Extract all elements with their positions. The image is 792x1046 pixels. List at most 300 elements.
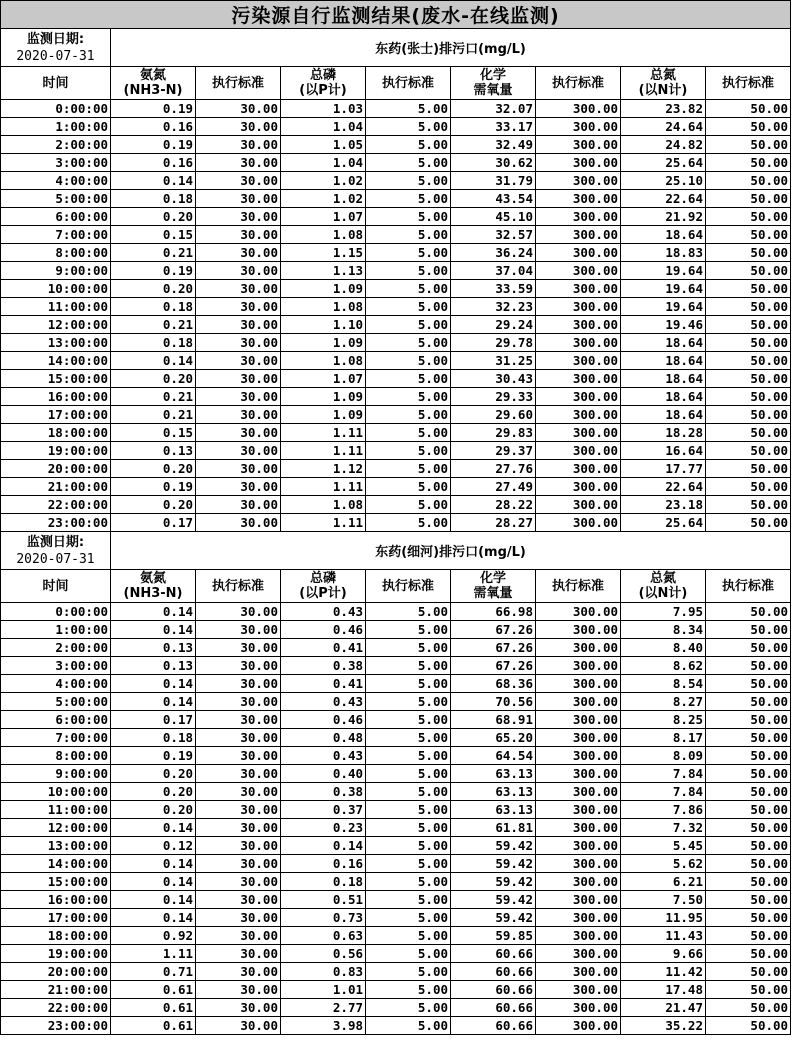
- column-header: [366, 570, 451, 603]
- table-cell: 5.00: [366, 334, 451, 352]
- table-cell: 50.00: [706, 460, 791, 478]
- table-cell: 50.00: [706, 1017, 791, 1035]
- table-cell: 300.00: [536, 729, 621, 747]
- table-cell: 17:00:00: [1, 406, 111, 424]
- table-cell: 22:00:00: [1, 496, 111, 514]
- table-cell: 63.13: [451, 801, 536, 819]
- table-cell: 30.00: [196, 837, 281, 855]
- table-cell: 1.10: [281, 316, 366, 334]
- table-cell: 1.08: [281, 298, 366, 316]
- table-row: [1, 891, 791, 909]
- table-cell: 0.73: [281, 909, 366, 927]
- table-row: [1, 999, 791, 1017]
- table-cell: 0.14: [111, 693, 196, 711]
- table-cell: 8.62: [621, 657, 706, 675]
- table-row: [1, 729, 791, 747]
- table-cell: 50.00: [706, 657, 791, 675]
- table-cell: 0.13: [111, 442, 196, 460]
- table-cell: 30.00: [196, 100, 281, 118]
- table-cell: 29.83: [451, 424, 536, 442]
- table-cell: 60.66: [451, 981, 536, 999]
- table-cell: 0.20: [111, 370, 196, 388]
- table-cell: 1.09: [281, 334, 366, 352]
- table-cell: 300.00: [536, 621, 621, 639]
- table-cell: 300.00: [536, 388, 621, 406]
- table-row: [1, 136, 791, 154]
- table-cell: 50.00: [706, 927, 791, 945]
- table-cell: 300.00: [536, 154, 621, 172]
- table-row: [1, 873, 791, 891]
- table-cell: 11:00:00: [1, 298, 111, 316]
- table-cell: 5.00: [366, 352, 451, 370]
- table-cell: 8.54: [621, 675, 706, 693]
- table-cell: 43.54: [451, 190, 536, 208]
- table-cell: 1.11: [281, 424, 366, 442]
- table-cell: 5.00: [366, 729, 451, 747]
- table-cell: 8.17: [621, 729, 706, 747]
- table-cell: 35.22: [621, 1017, 706, 1035]
- table-cell: 0.46: [281, 621, 366, 639]
- table-cell: 0.19: [111, 136, 196, 154]
- table-cell: 22.64: [621, 190, 706, 208]
- table-cell: 5.00: [366, 999, 451, 1017]
- table-cell: 19.46: [621, 316, 706, 334]
- table-cell: 36.24: [451, 244, 536, 262]
- table-cell: 5.00: [366, 388, 451, 406]
- table-cell: 30.00: [196, 154, 281, 172]
- table-cell: 300.00: [536, 765, 621, 783]
- table-row: [1, 406, 791, 424]
- table-cell: 1.08: [281, 226, 366, 244]
- table-cell: 5.00: [366, 460, 451, 478]
- table-cell: 50.00: [706, 855, 791, 873]
- table-cell: 5.00: [366, 514, 451, 532]
- date-label: 监测日期:: [26, 534, 85, 550]
- table-cell: 50.00: [706, 891, 791, 909]
- table-cell: 50.00: [706, 711, 791, 729]
- outlet-name: 东药(张士)排污口(mg/L): [111, 29, 791, 67]
- table-cell: 5.00: [366, 639, 451, 657]
- table-cell: 0.18: [111, 729, 196, 747]
- table-cell: 30.00: [196, 136, 281, 154]
- table-cell: 300.00: [536, 298, 621, 316]
- table-cell: 300.00: [536, 496, 621, 514]
- table-cell: 63.13: [451, 783, 536, 801]
- table-cell: 18.64: [621, 352, 706, 370]
- table-cell: 23:00:00: [1, 1017, 111, 1035]
- table-cell: 5:00:00: [1, 693, 111, 711]
- table-cell: 70.56: [451, 693, 536, 711]
- table-cell: 0.56: [281, 945, 366, 963]
- table-cell: 50.00: [706, 963, 791, 981]
- table-row: [1, 693, 791, 711]
- table-cell: 300.00: [536, 639, 621, 657]
- table-cell: 14:00:00: [1, 855, 111, 873]
- table-cell: 5.00: [366, 873, 451, 891]
- table-cell: 5.00: [366, 981, 451, 999]
- table-cell: 300.00: [536, 262, 621, 280]
- table-cell: 3.98: [281, 1017, 366, 1035]
- table-cell: 30.00: [196, 729, 281, 747]
- column-header: [706, 67, 791, 100]
- table-cell: 2.77: [281, 999, 366, 1017]
- table-cell: 1.12: [281, 460, 366, 478]
- table-cell: 50.00: [706, 945, 791, 963]
- table-cell: 32.23: [451, 298, 536, 316]
- table-cell: 50.00: [706, 424, 791, 442]
- table-cell: 5.00: [366, 819, 451, 837]
- table-cell: 1.09: [281, 280, 366, 298]
- table-cell: 13:00:00: [1, 837, 111, 855]
- table-cell: 7.84: [621, 765, 706, 783]
- table-cell: 1.11: [281, 442, 366, 460]
- table-cell: 300.00: [536, 172, 621, 190]
- table-cell: 60.66: [451, 999, 536, 1017]
- table-cell: 5.00: [366, 711, 451, 729]
- table-cell: 30.00: [196, 496, 281, 514]
- table-cell: 5.00: [366, 298, 451, 316]
- table-cell: 0:00:00: [1, 603, 111, 621]
- column-header-text: 执行标准: [722, 75, 775, 91]
- table-cell: 0.20: [111, 783, 196, 801]
- table-row: [1, 460, 791, 478]
- table-row: [1, 945, 791, 963]
- table-cell: 50.00: [706, 100, 791, 118]
- table-cell: 60.66: [451, 945, 536, 963]
- table-row: [1, 208, 791, 226]
- table-cell: 30.00: [196, 280, 281, 298]
- table-cell: 0.20: [111, 801, 196, 819]
- table-cell: 0.14: [111, 819, 196, 837]
- table-cell: 5.00: [366, 316, 451, 334]
- table-cell: 5.00: [366, 693, 451, 711]
- table-cell: 7.86: [621, 801, 706, 819]
- table-cell: 11:00:00: [1, 801, 111, 819]
- table-cell: 50.00: [706, 909, 791, 927]
- table-row: [1, 172, 791, 190]
- table-cell: 24.82: [621, 136, 706, 154]
- table-cell: 59.85: [451, 927, 536, 945]
- table-cell: 50.00: [706, 352, 791, 370]
- table-cell: 0.21: [111, 244, 196, 262]
- table-cell: 0.19: [111, 747, 196, 765]
- table-cell: 30.00: [196, 298, 281, 316]
- table-cell: 32.07: [451, 100, 536, 118]
- table-cell: 300.00: [536, 352, 621, 370]
- table-cell: 15:00:00: [1, 370, 111, 388]
- table-row: [1, 639, 791, 657]
- table-cell: 18.28: [621, 424, 706, 442]
- table-cell: 50.00: [706, 280, 791, 298]
- table-cell: 14:00:00: [1, 352, 111, 370]
- table-cell: 50.00: [706, 873, 791, 891]
- table-cell: 5.00: [366, 154, 451, 172]
- table-cell: 18:00:00: [1, 424, 111, 442]
- table-cell: 50.00: [706, 603, 791, 621]
- table-cell: 1.11: [111, 945, 196, 963]
- table-cell: 5.00: [366, 621, 451, 639]
- table-cell: 5.00: [366, 100, 451, 118]
- table-cell: 0.63: [281, 927, 366, 945]
- table-cell: 8.34: [621, 621, 706, 639]
- table-cell: 30.00: [196, 334, 281, 352]
- table-cell: 50.00: [706, 514, 791, 532]
- table-cell: 7:00:00: [1, 226, 111, 244]
- table-cell: 30.00: [196, 244, 281, 262]
- table-cell: 5.00: [366, 262, 451, 280]
- table-cell: 8.25: [621, 711, 706, 729]
- table-cell: 63.13: [451, 765, 536, 783]
- column-header-text: 总氮: [649, 68, 676, 83]
- table-cell: 68.91: [451, 711, 536, 729]
- table-cell: 0.19: [111, 100, 196, 118]
- table-cell: 0.14: [111, 873, 196, 891]
- table-cell: 1.09: [281, 388, 366, 406]
- table-row: [1, 190, 791, 208]
- table-cell: 50.00: [706, 154, 791, 172]
- table-cell: 300.00: [536, 909, 621, 927]
- page-title: 污染源自行监测结果(废水-在线监测): [1, 1, 791, 29]
- table-cell: 28.27: [451, 514, 536, 532]
- table-cell: 0.12: [111, 837, 196, 855]
- table-cell: 10:00:00: [1, 783, 111, 801]
- table-cell: 300.00: [536, 424, 621, 442]
- table-row: [1, 1017, 791, 1035]
- table-cell: 7.50: [621, 891, 706, 909]
- column-header: [281, 67, 366, 100]
- table-cell: 300.00: [536, 316, 621, 334]
- table-cell: 5.00: [366, 208, 451, 226]
- table-cell: 300.00: [536, 657, 621, 675]
- table-cell: 0.37: [281, 801, 366, 819]
- column-header-text: 需氧量: [473, 586, 513, 601]
- table-cell: 50.00: [706, 783, 791, 801]
- table-cell: 1.02: [281, 190, 366, 208]
- table-cell: 50.00: [706, 226, 791, 244]
- table-cell: 21.47: [621, 999, 706, 1017]
- table-cell: 5:00:00: [1, 190, 111, 208]
- table-cell: 5.00: [366, 244, 451, 262]
- table-cell: 23.82: [621, 100, 706, 118]
- column-header: [111, 570, 196, 603]
- table-cell: 0.19: [111, 478, 196, 496]
- table-cell: 1.08: [281, 496, 366, 514]
- table-cell: 18.83: [621, 244, 706, 262]
- table-cell: 29.24: [451, 316, 536, 334]
- table-cell: 24.64: [621, 118, 706, 136]
- table-cell: 1.04: [281, 154, 366, 172]
- table-cell: 21:00:00: [1, 981, 111, 999]
- table-row: [1, 370, 791, 388]
- table-cell: 50.00: [706, 406, 791, 424]
- table-cell: 300.00: [536, 208, 621, 226]
- table-cell: 1.11: [281, 514, 366, 532]
- column-header: [281, 570, 366, 603]
- section-header-row: [1, 29, 791, 67]
- table-cell: 5.00: [366, 280, 451, 298]
- table-cell: 0.21: [111, 388, 196, 406]
- table-cell: 31.79: [451, 172, 536, 190]
- table-row: [1, 621, 791, 639]
- table-cell: 0.17: [111, 711, 196, 729]
- table-cell: 1.11: [281, 478, 366, 496]
- column-header-text: 化学: [479, 68, 506, 83]
- table-cell: 0.18: [281, 873, 366, 891]
- table-cell: 0.38: [281, 783, 366, 801]
- table-cell: 30.00: [196, 603, 281, 621]
- table-cell: 0.20: [111, 208, 196, 226]
- table-cell: 5.00: [366, 136, 451, 154]
- column-header-text: 执行标准: [211, 75, 264, 91]
- table-cell: 5.00: [366, 891, 451, 909]
- table-cell: 5.00: [366, 424, 451, 442]
- table-row: [1, 118, 791, 136]
- table-cell: 30.00: [196, 262, 281, 280]
- table-cell: 5.00: [366, 406, 451, 424]
- table-cell: 11.42: [621, 963, 706, 981]
- column-header-text: 总磷: [309, 571, 336, 586]
- outlet-name: 东药(细河)排污口(mg/L): [111, 532, 791, 570]
- table-cell: 30.00: [196, 226, 281, 244]
- table-cell: 27.49: [451, 478, 536, 496]
- table-row: [1, 819, 791, 837]
- table-cell: 30.00: [196, 442, 281, 460]
- table-cell: 11.95: [621, 909, 706, 927]
- table-cell: 50.00: [706, 621, 791, 639]
- table-cell: 60.66: [451, 1017, 536, 1035]
- table-cell: 5.00: [366, 478, 451, 496]
- table-cell: 50.00: [706, 496, 791, 514]
- table-row: [1, 244, 791, 262]
- table-cell: 50.00: [706, 190, 791, 208]
- table-cell: 5.00: [366, 855, 451, 873]
- column-header-text: (以P计): [299, 586, 347, 601]
- table-cell: 50.00: [706, 262, 791, 280]
- table-cell: 23.18: [621, 496, 706, 514]
- table-cell: 30.00: [196, 891, 281, 909]
- table-cell: 30.00: [196, 388, 281, 406]
- column-header-text: 化学: [479, 571, 506, 586]
- table-cell: 0.38: [281, 657, 366, 675]
- column-header-text: (以N计): [638, 83, 688, 98]
- table-cell: 300.00: [536, 693, 621, 711]
- table-row: [1, 927, 791, 945]
- table-cell: 300.00: [536, 963, 621, 981]
- table-cell: 68.36: [451, 675, 536, 693]
- table-cell: 5.00: [366, 801, 451, 819]
- table-cell: 5.00: [366, 226, 451, 244]
- table-cell: 2:00:00: [1, 639, 111, 657]
- table-cell: 0.18: [111, 298, 196, 316]
- table-cell: 300.00: [536, 855, 621, 873]
- column-header-text: (NH3-N): [123, 586, 183, 601]
- date-value: 2020-07-31: [16, 48, 95, 64]
- table-cell: 17:00:00: [1, 909, 111, 927]
- table-cell: 5.00: [366, 747, 451, 765]
- table-cell: 20:00:00: [1, 460, 111, 478]
- table-cell: 1.04: [281, 118, 366, 136]
- table-cell: 300.00: [536, 927, 621, 945]
- table-cell: 19:00:00: [1, 945, 111, 963]
- column-header-text: (以N计): [638, 586, 688, 601]
- table-cell: 50.00: [706, 819, 791, 837]
- table-cell: 9:00:00: [1, 765, 111, 783]
- table-cell: 5.62: [621, 855, 706, 873]
- table-cell: 8.40: [621, 639, 706, 657]
- table-cell: 300.00: [536, 819, 621, 837]
- table-cell: 11.43: [621, 927, 706, 945]
- table-cell: 32.49: [451, 136, 536, 154]
- table-cell: 1.08: [281, 352, 366, 370]
- table-cell: 30.00: [196, 172, 281, 190]
- table-cell: 0.14: [111, 855, 196, 873]
- table-cell: 30.00: [196, 747, 281, 765]
- table-cell: 300.00: [536, 873, 621, 891]
- table-cell: 5.00: [366, 927, 451, 945]
- table-cell: 33.59: [451, 280, 536, 298]
- table-cell: 0.14: [111, 603, 196, 621]
- table-row: [1, 298, 791, 316]
- table-cell: 27.76: [451, 460, 536, 478]
- table-cell: 50.00: [706, 478, 791, 496]
- column-header-text: 总氮: [649, 571, 676, 586]
- monitoring-date-cell: [1, 29, 111, 67]
- column-header: [536, 570, 621, 603]
- column-header-text: 氨氮: [139, 68, 166, 83]
- table-cell: 50.00: [706, 316, 791, 334]
- table-cell: 300.00: [536, 747, 621, 765]
- column-header: [621, 67, 706, 100]
- table-cell: 30.00: [196, 118, 281, 136]
- column-header: [1, 67, 111, 100]
- column-header-text: 执行标准: [551, 578, 604, 594]
- table-cell: 0.21: [111, 406, 196, 424]
- table-cell: 18.64: [621, 406, 706, 424]
- column-header-text: 时间: [42, 75, 69, 91]
- table-row: [1, 657, 791, 675]
- table-cell: 17.77: [621, 460, 706, 478]
- table-cell: 19.64: [621, 280, 706, 298]
- table-cell: 300.00: [536, 136, 621, 154]
- table-cell: 16.64: [621, 442, 706, 460]
- table-cell: 300.00: [536, 100, 621, 118]
- table-cell: 30.00: [196, 639, 281, 657]
- column-header: [1, 570, 111, 603]
- table-cell: 0.13: [111, 639, 196, 657]
- column-header-text: 执行标准: [551, 75, 604, 91]
- table-cell: 50.00: [706, 801, 791, 819]
- table-cell: 50.00: [706, 837, 791, 855]
- table-cell: 30.00: [196, 657, 281, 675]
- column-header: [451, 570, 536, 603]
- table-cell: 50.00: [706, 334, 791, 352]
- table-cell: 22:00:00: [1, 999, 111, 1017]
- table-row: [1, 783, 791, 801]
- table-row: [1, 675, 791, 693]
- table-cell: 30.00: [196, 945, 281, 963]
- table-cell: 29.37: [451, 442, 536, 460]
- table-cell: 50.00: [706, 172, 791, 190]
- table-cell: 50.00: [706, 208, 791, 226]
- table-cell: 30.00: [196, 460, 281, 478]
- table-cell: 1.07: [281, 208, 366, 226]
- table-cell: 30.00: [196, 783, 281, 801]
- table-cell: 60.66: [451, 963, 536, 981]
- table-cell: 300.00: [536, 244, 621, 262]
- table-cell: 19:00:00: [1, 442, 111, 460]
- table-cell: 30.00: [196, 370, 281, 388]
- table-cell: 30.00: [196, 352, 281, 370]
